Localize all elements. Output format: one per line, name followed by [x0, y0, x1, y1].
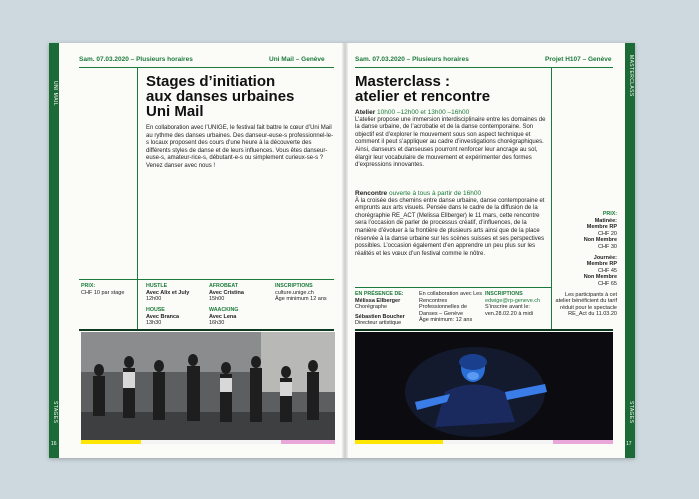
workshop-waacking: WAACKING Avec Lena 16h30: [209, 307, 239, 327]
left-header-venue: Uni Mail – Genève: [269, 56, 325, 63]
right-page: [345, 43, 635, 458]
right-edge-label-top: MASTERCLASS: [628, 55, 634, 97]
right-column-rule: [551, 67, 552, 329]
presence-block: EN PRÉSENCE DE: Mélissa Ellberger Chorégraphe Sébastien Boucher Directeur artistique: [355, 291, 405, 327]
right-header-venue: Projet H107 – Genève: [545, 56, 612, 63]
left-edge-label-bottom: STAGES: [52, 401, 58, 424]
right-header-rule: [355, 67, 613, 68]
right-edge-bar: [625, 43, 635, 458]
dancers-group-photo: [81, 332, 335, 440]
right-color-strip-white: [443, 440, 553, 444]
right-edge-label-bottom: STAGES: [628, 401, 634, 424]
left-header-date: Sam. 07.03.2020 – Plusieurs horaires: [79, 56, 193, 63]
rencontre-section: Rencontre ouverte à tous à partir de 16h00 À la croisée des chemins entre danse urbaine, danse contemporaine et emprunts aux arts visuels. Pensée dans le cadre de la diffusion de la chorégraphie RE_ACT (Melissa Ellberger) le 11 mars, cette rencontre sera l’occasion de parler de processus créatif, d’influences, de la manière d’évoluer à la frontière de plusieurs arts ainsi que de la place réservée à la danse urbaine sur les scènes suisses et ses perspectives possibles. L’occasion également d’en apprendre un peu plus sur les réalités et les vœux d’un festival comme le nôtre.: [355, 190, 545, 257]
left-page: [49, 43, 342, 458]
spread-gutter: [342, 43, 348, 458]
left-header-rule: [79, 67, 334, 68]
left-column-rule: [137, 67, 138, 329]
collab-block: En collaboration avec Les Rencontres Professionnelles de Danses – Genève Âge minimum: 12 ans: [419, 291, 482, 324]
left-info-rule: [79, 279, 334, 280]
workshop-afrobeat: AFROBEAT Avec Cristina 15h00: [209, 283, 244, 303]
right-info-rule: [355, 287, 551, 288]
right-page-number: 17: [626, 441, 632, 447]
left-photo-rule: [79, 329, 334, 331]
masterclass-dancer-photo: [355, 332, 613, 440]
atelier-section: Atelier 10h00 –12h00 et 13h00 –16h00 L’atelier propose une immersion interdisciplinaire entre les domaines de la danse urbaine, de l’acrobatie et de la danse contemporaine. Son objectif est d’explorer le mouvement sous son aspect technique et comment il peut s’appliquer au cadre d’investigations chorégraphiques. Ainsi, danseurs et danseuses pourront renforcer leur ancrage au sol, élargir leur vocabulaire de mouvement et expérimenter des formes d’expressions innovantes.: [355, 109, 546, 169]
right-header-date: Sam. 07.03.2020 – Plusieurs horaires: [355, 56, 469, 63]
right-inscriptions: INSCRIPTIONS edwige@rp-geneve.ch S’inscrire avant le: ven.28.02.20 à midi: [485, 291, 541, 317]
right-color-strip-pink: [553, 440, 613, 444]
left-color-strip-white: [141, 440, 281, 444]
magazine-spread: [49, 43, 635, 458]
right-prix: PRIX: Matinée: Membre RP CHF 20 Non Membre CHF 30 Journée: Membre RP CHF 45 Non Membre CHF 65 Les participants à cet atelier bénéficient du tarif réduit pour le spectacle RE_Act du 11.03.20: [555, 211, 617, 318]
left-page-number: 16: [51, 441, 57, 447]
left-inscriptions: INSCRIPTIONS culture.unige.ch Âge minimum 12 ans: [275, 283, 327, 303]
workshop-hustle: HUSTLE Avec Alix et July 12h00: [146, 283, 190, 303]
left-color-strip-pink: [281, 440, 335, 444]
left-body-text: En collaboration avec l’UNIGE, le festival fait battre le cœur d’Uni Mail au rythme des danses urbaines. Des danseur-euse-s professionnel-le-s locaux proposent des cours d’une heure à la découverte des différents styles de danse et de leurs influences. Vous êtes danseur-euse-s, amateur-rice-s, débutant-e-s ou simplement curieux-se-s ? Venez danser avec nous !: [146, 125, 334, 169]
workshop-house: HOUSE Avec Branca 13h30: [146, 307, 180, 327]
left-title: Stages d’initiation aux danses urbaines Uni Mail: [146, 73, 295, 120]
left-edge-label-top: UNI MAIL: [52, 81, 58, 106]
right-color-strip-yellow: [355, 440, 443, 444]
right-photo-rule: [355, 329, 613, 331]
left-prix: PRIX: CHF 10 par stage: [81, 283, 125, 296]
right-title: Masterclass : atelier et rencontre: [355, 73, 491, 105]
left-color-strip-yellow: [81, 440, 141, 444]
